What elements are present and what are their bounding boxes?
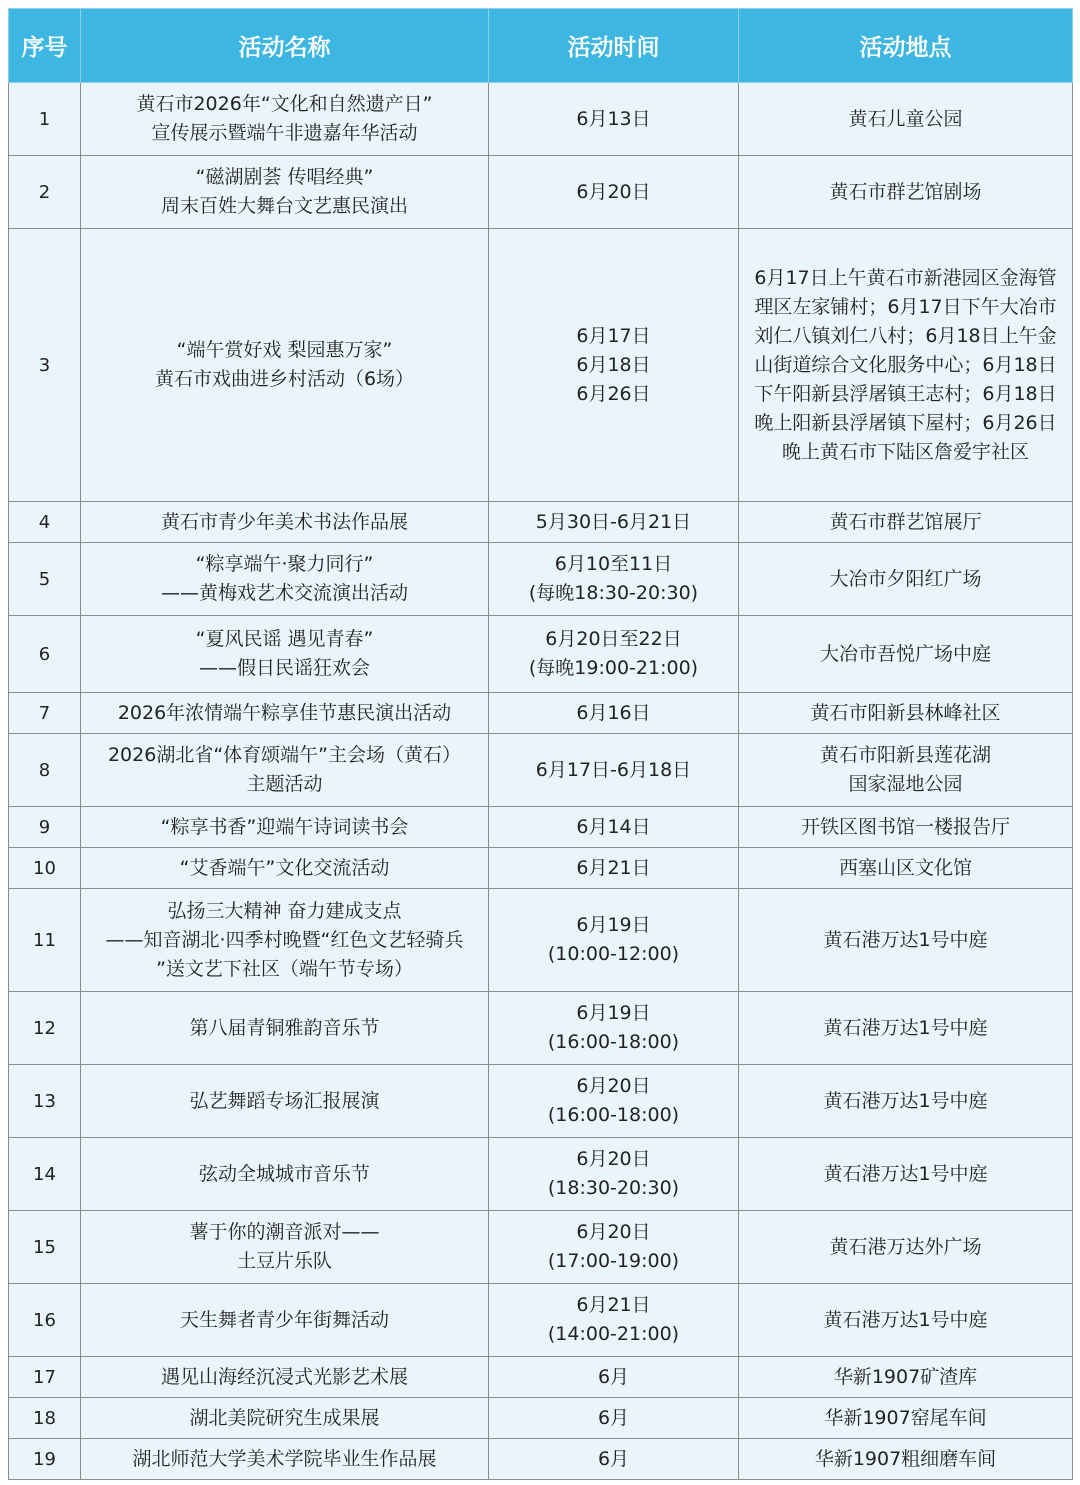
row-number: 6 bbox=[9, 616, 81, 693]
table-row bbox=[9, 502, 1073, 543]
activity-time: 5月30日-6月21日 bbox=[489, 502, 739, 543]
row-number: 2 bbox=[9, 156, 81, 229]
row-number: 9 bbox=[9, 807, 81, 848]
row-number: 18 bbox=[9, 1398, 81, 1439]
header-time: 活动时间 bbox=[489, 9, 739, 83]
activity-name: 黄石市2026年“文化和自然遗产日” 宣传展示暨端午非遗嘉年华活动 bbox=[81, 83, 489, 156]
activity-place: 黄石市阳新县莲花湖 国家湿地公园 bbox=[739, 734, 1073, 807]
activity-time: 6月13日 bbox=[489, 83, 739, 156]
activity-place: 黄石港万达1号中庭 bbox=[739, 1284, 1073, 1357]
header-name: 活动名称 bbox=[81, 9, 489, 83]
table-row bbox=[9, 83, 1073, 156]
activity-place: 黄石市群艺馆剧场 bbox=[739, 156, 1073, 229]
header-no: 序号 bbox=[9, 9, 81, 83]
table-row bbox=[9, 1398, 1073, 1439]
activity-place: 黄石港万达1号中庭 bbox=[739, 1138, 1073, 1211]
activity-name: 黄石市青少年美术书法作品展 bbox=[81, 502, 489, 543]
row-number: 7 bbox=[9, 693, 81, 734]
activity-name: 2026年浓情端午粽享佳节惠民演出活动 bbox=[81, 693, 489, 734]
table-row bbox=[9, 229, 1073, 502]
table-row bbox=[9, 1357, 1073, 1398]
activity-time: 6月 bbox=[489, 1439, 739, 1480]
activity-name: 弘扬三大精神 奋力建成支点 ——知音湖北·四季村晚暨“红色文艺轻骑兵 ”送文艺下社区（端午节专场） bbox=[81, 889, 489, 992]
table-row bbox=[9, 543, 1073, 616]
activity-place: 黄石港万达外广场 bbox=[739, 1211, 1073, 1284]
header-place: 活动地点 bbox=[739, 9, 1073, 83]
row-number: 15 bbox=[9, 1211, 81, 1284]
activity-name: 2026湖北省“体育颂端午”主会场（黄石） 主题活动 bbox=[81, 734, 489, 807]
activity-place: 华新1907粗细磨车间 bbox=[739, 1439, 1073, 1480]
activity-place: 黄石市群艺馆展厅 bbox=[739, 502, 1073, 543]
activity-name: 薯于你的潮音派对—— 土豆片乐队 bbox=[81, 1211, 489, 1284]
table-row bbox=[9, 1439, 1073, 1480]
row-number: 12 bbox=[9, 992, 81, 1065]
activity-schedule bbox=[8, 8, 1072, 1480]
row-number: 5 bbox=[9, 543, 81, 616]
table-row bbox=[9, 992, 1073, 1065]
activity-name: 天生舞者青少年街舞活动 bbox=[81, 1284, 489, 1357]
row-number: 17 bbox=[9, 1357, 81, 1398]
activity-name: “磁湖剧荟 传唱经典” 周末百姓大舞台文艺惠民演出 bbox=[81, 156, 489, 229]
activity-name: 弦动全城城市音乐节 bbox=[81, 1138, 489, 1211]
row-number: 1 bbox=[9, 83, 81, 156]
table-row bbox=[9, 693, 1073, 734]
activity-time: 6月17日 6月18日 6月26日 bbox=[489, 229, 739, 502]
row-number: 11 bbox=[9, 889, 81, 992]
row-number: 19 bbox=[9, 1439, 81, 1480]
activity-time: 6月 bbox=[489, 1398, 739, 1439]
activity-place: 黄石港万达1号中庭 bbox=[739, 889, 1073, 992]
activity-name: “艾香端午”文化交流活动 bbox=[81, 848, 489, 889]
table-row bbox=[9, 848, 1073, 889]
table-row bbox=[9, 1284, 1073, 1357]
table-row bbox=[9, 734, 1073, 807]
row-number: 13 bbox=[9, 1065, 81, 1138]
activity-time: 6月14日 bbox=[489, 807, 739, 848]
activity-time: 6月20日 (17:00-19:00) bbox=[489, 1211, 739, 1284]
activity-name: “粽享书香”迎端午诗词读书会 bbox=[81, 807, 489, 848]
activity-place: 黄石港万达1号中庭 bbox=[739, 992, 1073, 1065]
activity-time: 6月10至11日 (每晚18:30-20:30) bbox=[489, 543, 739, 616]
activity-place: 华新1907矿渣库 bbox=[739, 1357, 1073, 1398]
activity-place: 大冶市夕阳红广场 bbox=[739, 543, 1073, 616]
activity-time: 6月20日 bbox=[489, 156, 739, 229]
table-row bbox=[9, 1138, 1073, 1211]
activity-name: “夏风民谣 遇见青春” ——假日民谣狂欢会 bbox=[81, 616, 489, 693]
activity-place: 黄石港万达1号中庭 bbox=[739, 1065, 1073, 1138]
table-row bbox=[9, 616, 1073, 693]
row-number: 14 bbox=[9, 1138, 81, 1211]
table-row bbox=[9, 1065, 1073, 1138]
activity-name: 湖北美院研究生成果展 bbox=[81, 1398, 489, 1439]
activity-name: “粽享端午·聚力同行” ——黄梅戏艺术交流演出活动 bbox=[81, 543, 489, 616]
activity-time: 6月17日-6月18日 bbox=[489, 734, 739, 807]
activity-name: 第八届青铜雅韵音乐节 bbox=[81, 992, 489, 1065]
activity-time: 6月21日 (14:00-21:00) bbox=[489, 1284, 739, 1357]
activity-name: “端午赏好戏 梨园惠万家” 黄石市戏曲进乡村活动（6场） bbox=[81, 229, 489, 502]
activity-time: 6月19日 (10:00-12:00) bbox=[489, 889, 739, 992]
activity-time: 6月20日 (18:30-20:30) bbox=[489, 1138, 739, 1211]
activity-time: 6月21日 bbox=[489, 848, 739, 889]
row-number: 4 bbox=[9, 502, 81, 543]
table-body bbox=[9, 83, 1073, 1480]
table-row bbox=[9, 889, 1073, 992]
row-number: 8 bbox=[9, 734, 81, 807]
table-row bbox=[9, 156, 1073, 229]
activity-place: 6月17日上午黄石市新港园区金海管理区左家铺村；6月17日下午大冶市刘仁八镇刘仁八村；6月18日上午金山街道综合文化服务中心；6月18日下午阳新县浮屠镇王志村；6月18日晚上阳新县浮屠镇下屋村；6月26日晚上黄石市下陆区詹爱宇社区 bbox=[739, 229, 1073, 502]
activity-name: 湖北师范大学美术学院毕业生作品展 bbox=[81, 1439, 489, 1480]
activity-place: 华新1907窑尾车间 bbox=[739, 1398, 1073, 1439]
activity-time: 6月19日 (16:00-18:00) bbox=[489, 992, 739, 1065]
activity-place: 西塞山区文化馆 bbox=[739, 848, 1073, 889]
activity-place: 黄石市阳新县林峰社区 bbox=[739, 693, 1073, 734]
row-number: 16 bbox=[9, 1284, 81, 1357]
row-number: 3 bbox=[9, 229, 81, 502]
activity-time: 6月16日 bbox=[489, 693, 739, 734]
activity-place: 黄石儿童公园 bbox=[739, 83, 1073, 156]
activity-time: 6月20日至22日 (每晚19:00-21:00) bbox=[489, 616, 739, 693]
table-row bbox=[9, 807, 1073, 848]
activity-name: 遇见山海经沉浸式光影艺术展 bbox=[81, 1357, 489, 1398]
activity-table bbox=[8, 8, 1073, 1480]
activity-place: 大冶市吾悦广场中庭 bbox=[739, 616, 1073, 693]
activity-time: 6月20日 (16:00-18:00) bbox=[489, 1065, 739, 1138]
activity-name: 弘艺舞蹈专场汇报展演 bbox=[81, 1065, 489, 1138]
table-row bbox=[9, 1211, 1073, 1284]
activity-time: 6月 bbox=[489, 1357, 739, 1398]
row-number: 10 bbox=[9, 848, 81, 889]
activity-place: 开铁区图书馆一楼报告厅 bbox=[739, 807, 1073, 848]
table-header-row bbox=[9, 9, 1073, 83]
